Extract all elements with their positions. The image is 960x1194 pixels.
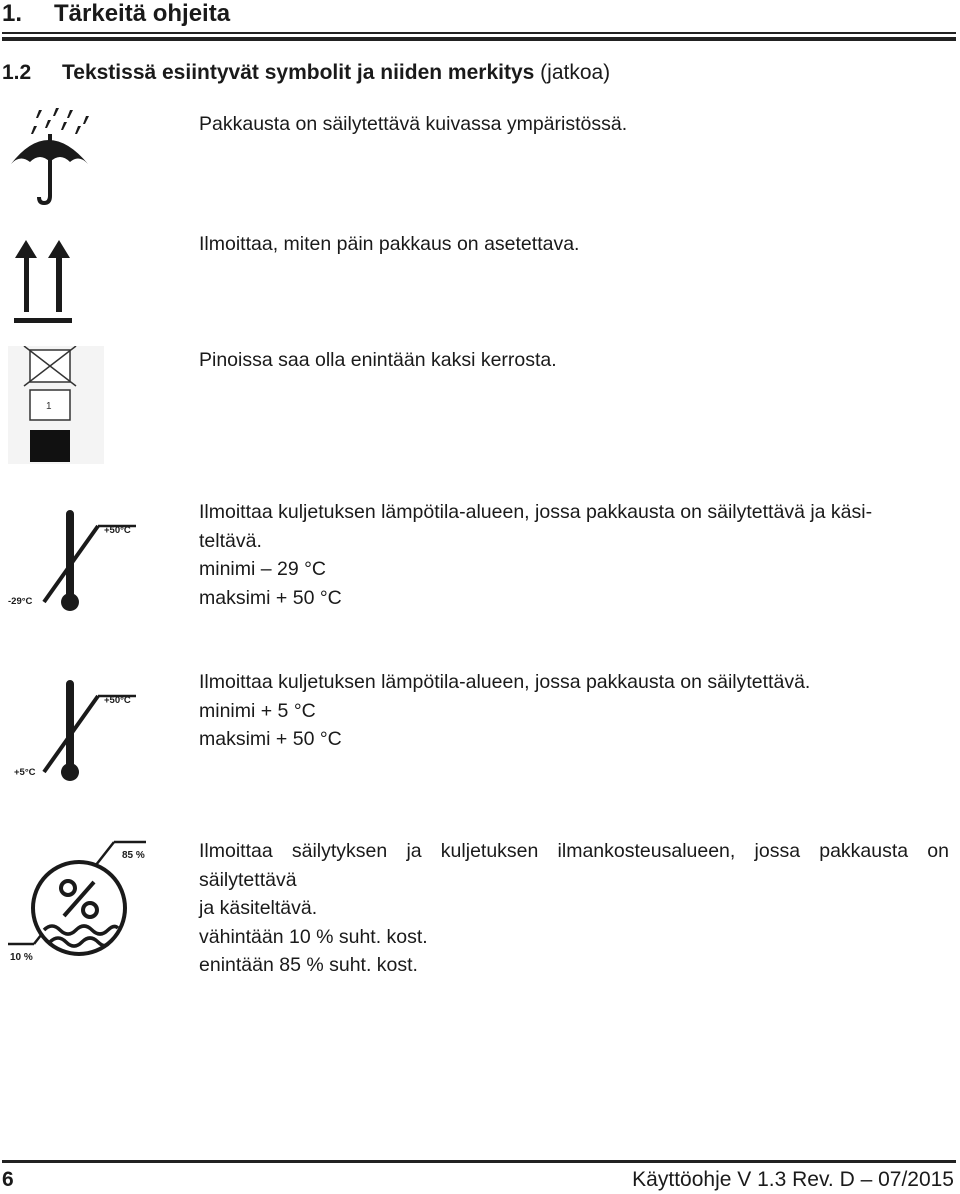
umbrella-rain-icon <box>8 106 94 206</box>
humidity-limit-icon <box>6 834 156 968</box>
temp-min-label: -29°C <box>8 596 33 607</box>
temp1-line4: maksimi + 50 °C <box>199 586 342 609</box>
temp2-min-label: +5°C <box>14 767 36 778</box>
section-heading <box>2 61 610 85</box>
footer-rule <box>2 1160 956 1163</box>
section-suffix: (jatkoa) <box>540 61 611 84</box>
this-way-up-icon <box>12 238 76 326</box>
chapter-title: Tärkeitä ohjeita <box>54 0 231 27</box>
temp2-line2: minimi + 5 °C <box>199 699 316 722</box>
page-number: 6 <box>2 1168 14 1191</box>
temp1-line3: minimi – 29 °C <box>199 558 326 580</box>
humidity-line3: ja käsiteltävä. <box>199 897 318 919</box>
section-title: Tekstissä esiintyvät symbolit ja niiden merkitys <box>62 61 535 84</box>
stacking-limit-icon <box>8 346 104 464</box>
humidity-line1: Ilmoittaa säilytyksen ja kuljetuksen ilmankosteusalueen, jossa pakkausta on <box>199 840 949 862</box>
temp2-line3: maksimi + 50 °C <box>199 728 342 750</box>
footer-doc-info: Käyttöohje V 1.3 Rev. D – 07/2015 <box>632 1168 954 1191</box>
temp1-line1: Ilmoittaa kuljetuksen lämpötila-alueen, jossa pakkausta on säilytettävä ja käsi- <box>199 501 873 523</box>
humidity-line2: säilytettävä <box>199 868 297 891</box>
temp-max-label: +50°C <box>104 525 131 536</box>
temp2-max-label: +50°C <box>104 695 131 706</box>
chapter-heading <box>2 0 230 28</box>
item-umbrella-text: Pakkausta on säilytettävä kuivassa ympäristössä. <box>199 113 628 135</box>
temp2-line1: Ilmoittaa kuljetuksen lämpötila-alueen, jossa pakkausta on säilytettävä. <box>199 671 811 693</box>
temperature-limit-icon-2 <box>6 678 140 794</box>
section-number: 1.2 <box>2 61 32 84</box>
stack-box-label: 1 <box>46 401 52 412</box>
item-humidity-text <box>199 837 949 980</box>
item-temp1-text <box>199 498 949 612</box>
humidity-line5: enintään 85 % suht. kost. <box>199 954 418 976</box>
item-temp2-text <box>199 668 810 754</box>
item-orientation-text: Ilmoittaa, miten päin pakkaus on asetettava. <box>199 233 580 255</box>
chapter-number: 1. <box>2 0 23 27</box>
temperature-limit-icon <box>6 508 140 624</box>
humidity-line4: vähintään 10 % suht. kost. <box>199 925 428 948</box>
temp1-line2: teltävä. <box>199 529 262 552</box>
header-rule-thick <box>2 37 956 41</box>
item-stacking-text: Pinoissa saa olla enintään kaksi kerrosta. <box>199 349 557 371</box>
humidity-min-label: 10 % <box>10 952 33 963</box>
humidity-max-label: 85 % <box>122 850 145 861</box>
header-rule <box>2 32 956 34</box>
